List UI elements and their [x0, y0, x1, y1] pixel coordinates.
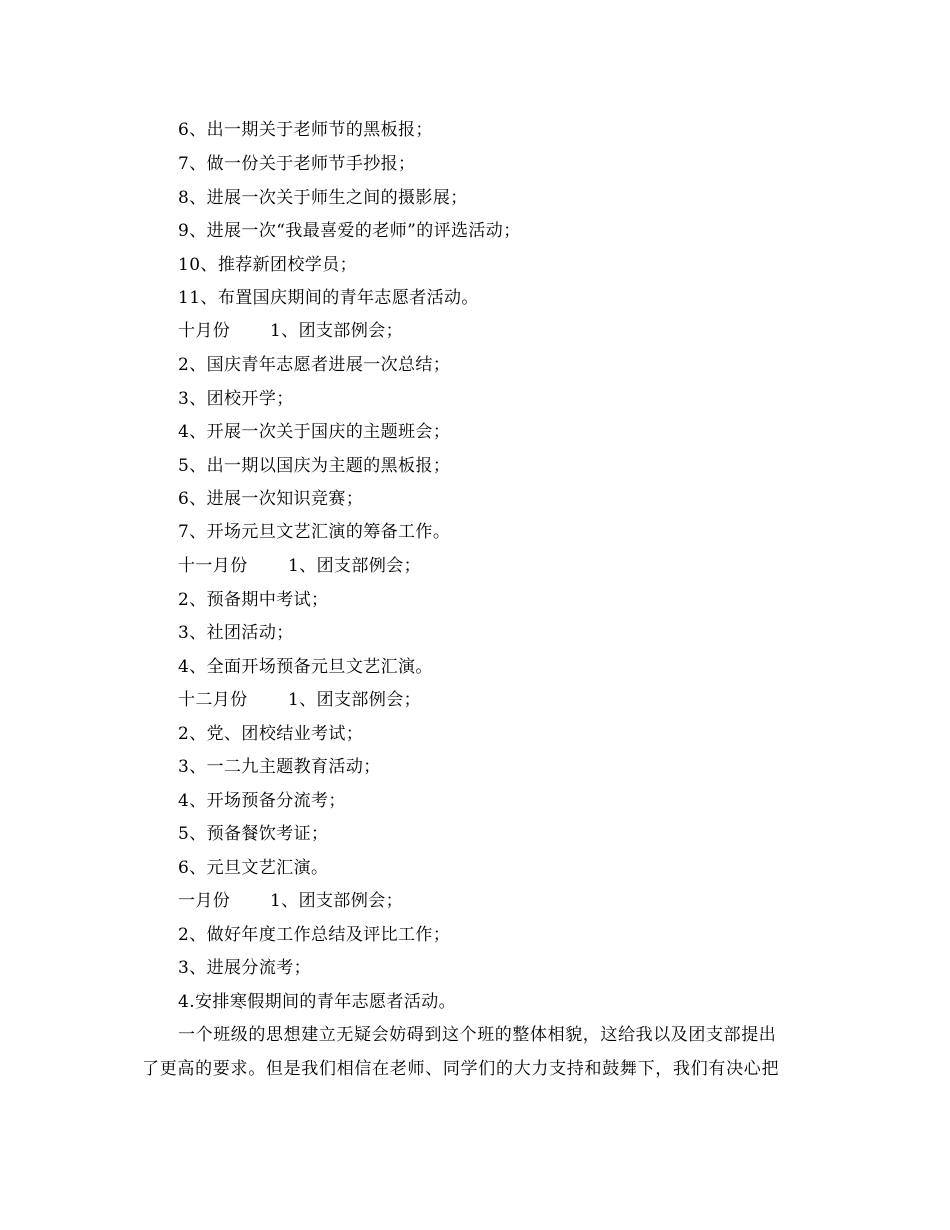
- list-item: 4、开展一次关于国庆的主题班会；: [178, 422, 451, 442]
- list-item: 7、做一份关于老师节手抄报；: [178, 154, 416, 174]
- list-item: 1、团支部例会；: [288, 556, 422, 576]
- list-item: 3、进展分流考；: [178, 958, 312, 978]
- list-item: 11、布置国庆期间的青年志愿者活动。: [178, 288, 479, 308]
- month-heading-october: [178, 321, 403, 341]
- list-item: 10、推荐新团校学员；: [178, 255, 358, 275]
- month-heading-january: [178, 891, 403, 911]
- list-item: 3、一二九主题教育活动；: [178, 757, 381, 777]
- list-item: 8、进展一次关于师生之间的摄影展；: [178, 188, 468, 208]
- list-item: 6、元旦文艺汇演。: [178, 858, 329, 878]
- closing-paragraph-line: 了更高的要求。但是我们相信在老师、同学们的大力支持和鼓舞下，我们有决心把: [142, 1059, 780, 1079]
- list-item: 3、团校开学；: [178, 389, 294, 409]
- list-item: 4、开场预备分流考；: [178, 791, 346, 811]
- month-heading-december: [178, 690, 421, 710]
- closing-paragraph-line: 一个班级的思想建立无疑会妨碍到这个班的整体相貌，这给我以及团支部提出: [178, 1025, 777, 1045]
- list-item: 3、社团活动；: [178, 623, 294, 643]
- month-label: 一月份: [178, 891, 231, 911]
- list-item: 7、开场元旦文艺汇演的筹备工作。: [178, 522, 451, 542]
- list-item: 1、团支部例会；: [270, 891, 404, 911]
- list-item: 5、预备餐饮考证；: [178, 824, 329, 844]
- list-item: 2、做好年度工作总结及评比工作；: [178, 925, 451, 945]
- month-heading-november: [178, 556, 421, 576]
- list-item: 9、进展一次“我最喜爱的老师”的评选活动；: [178, 221, 521, 241]
- month-label: 十一月份: [178, 556, 248, 576]
- list-item: 1、团支部例会；: [288, 690, 422, 710]
- list-item: 5、出一期以国庆为主题的黑板报；: [178, 456, 451, 476]
- list-item: 1、团支部例会；: [270, 321, 404, 341]
- list-item: 2、预备期中考试；: [178, 590, 329, 610]
- month-label: 十月份: [178, 321, 231, 341]
- list-item: 2、国庆青年志愿者进展一次总结；: [178, 355, 451, 375]
- list-item: 6、进展一次知识竞赛；: [178, 489, 364, 509]
- list-item: 2、党、团校结业考试；: [178, 724, 364, 744]
- month-label: 十二月份: [178, 690, 248, 710]
- list-item: 4.安排寒假期间的青年志愿者活动。: [178, 992, 457, 1012]
- list-item: 4、全面开场预备元旦文艺汇演。: [178, 657, 433, 677]
- list-item: 6、出一期关于老师节的黑板报；: [178, 120, 433, 140]
